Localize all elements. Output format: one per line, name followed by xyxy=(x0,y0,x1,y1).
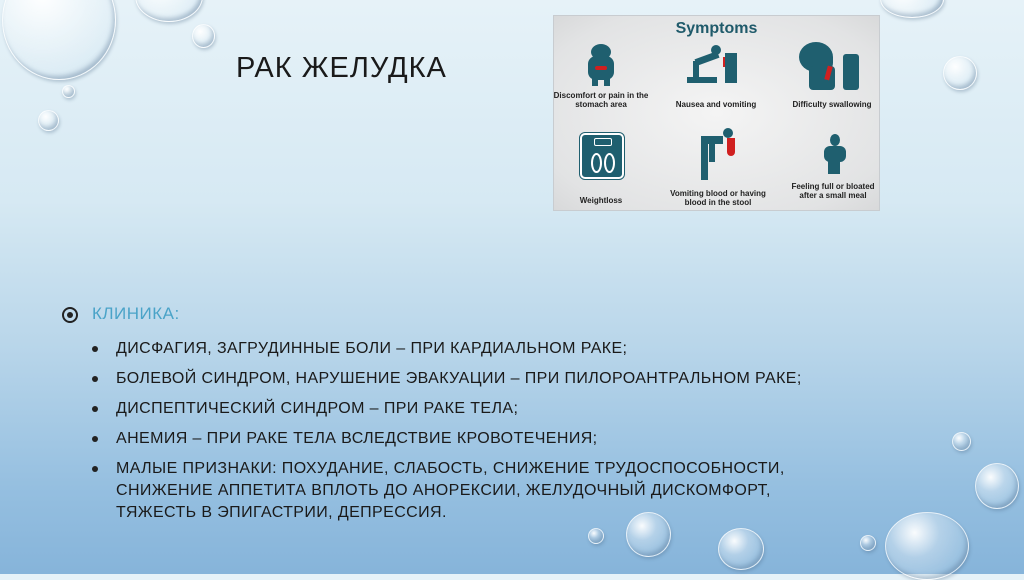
bullet-dot-icon xyxy=(92,346,98,352)
water-drop-decoration xyxy=(880,0,944,18)
bullet-dot-icon xyxy=(92,436,98,442)
slide-title: РАК ЖЕЛУДКА xyxy=(236,52,447,84)
circle-bullet-icon xyxy=(62,307,78,323)
water-drop-decoration xyxy=(718,528,764,570)
infographic-title: Symptoms xyxy=(675,20,758,37)
bullet-dot-icon xyxy=(92,376,98,382)
weight-scale-icon xyxy=(580,133,624,179)
water-drop-decoration xyxy=(62,85,75,98)
symptoms-infographic xyxy=(553,15,880,211)
clinic-heading-text: КЛИНИКА: xyxy=(92,304,180,323)
water-drop-decoration xyxy=(943,56,977,90)
symptom-label: Feeling full or bloated after a small meal xyxy=(791,182,875,200)
water-drop-decoration xyxy=(860,535,876,551)
water-drop-decoration xyxy=(192,24,215,48)
bullet-item: ДИСПЕПТИЧЕСКИЙ СИНДРОМ – ПРИ РАКЕ ТЕЛА; xyxy=(62,398,876,420)
water-drop-decoration xyxy=(975,463,1019,509)
symptom-label: Nausea and vomiting xyxy=(675,100,757,109)
symptom-label: Weightloss xyxy=(579,196,623,205)
bullet-item: ДИСФАГИЯ, ЗАГРУДИННЫЕ БОЛИ – ПРИ КАРДИАЛЬНОМ РАКЕ; xyxy=(62,338,876,360)
symptom-label: Vomiting blood or having blood in the stool xyxy=(670,189,766,207)
bullet-dot-icon xyxy=(92,406,98,412)
nausea-vomiting-icon xyxy=(687,45,743,87)
water-drop-decoration xyxy=(135,0,203,22)
bloated-figure-icon xyxy=(822,134,848,174)
water-drop-decoration xyxy=(952,432,971,451)
difficulty-swallowing-icon xyxy=(799,42,863,90)
vomiting-blood-icon xyxy=(699,128,739,182)
bullet-item: АНЕМИЯ – ПРИ РАКЕ ТЕЛА ВСЛЕДСТВИЕ КРОВОТЕЧЕНИЯ; xyxy=(62,428,876,450)
stomach-pain-figure-icon xyxy=(588,44,614,86)
clinic-bullet-list xyxy=(62,304,876,532)
clinic-heading xyxy=(62,304,876,328)
bullet-item: БОЛЕВОЙ СИНДРОМ, НАРУШЕНИЕ ЭВАКУАЦИИ – ПРИ ПИЛОРОАНТРАЛЬНОМ РАКЕ; xyxy=(62,368,876,390)
bullet-item: МАЛЫЕ ПРИЗНАКИ: ПОХУДАНИЕ, СЛАБОСТЬ, СНИЖЕНИЕ ТРУДОСПОСОБНОСТИ, СНИЖЕНИЕ АППЕТИТА ВПЛОТЬ ДО АНОРЕКСИИ, ЖЕЛУДОЧНЫЙ ДИСКОМФОРТ, ТЯЖЕСТЬ В ЭПИГАСТРИИ, ДЕПРЕССИЯ. xyxy=(62,458,816,524)
water-drop-decoration xyxy=(885,512,969,580)
water-drop-decoration xyxy=(2,0,116,80)
symptom-label: Discomfort or pain in the stomach area xyxy=(553,91,649,109)
bullet-dot-icon xyxy=(92,466,98,472)
symptom-label: Difficulty swallowing xyxy=(792,100,872,109)
water-drop-decoration xyxy=(38,110,59,131)
